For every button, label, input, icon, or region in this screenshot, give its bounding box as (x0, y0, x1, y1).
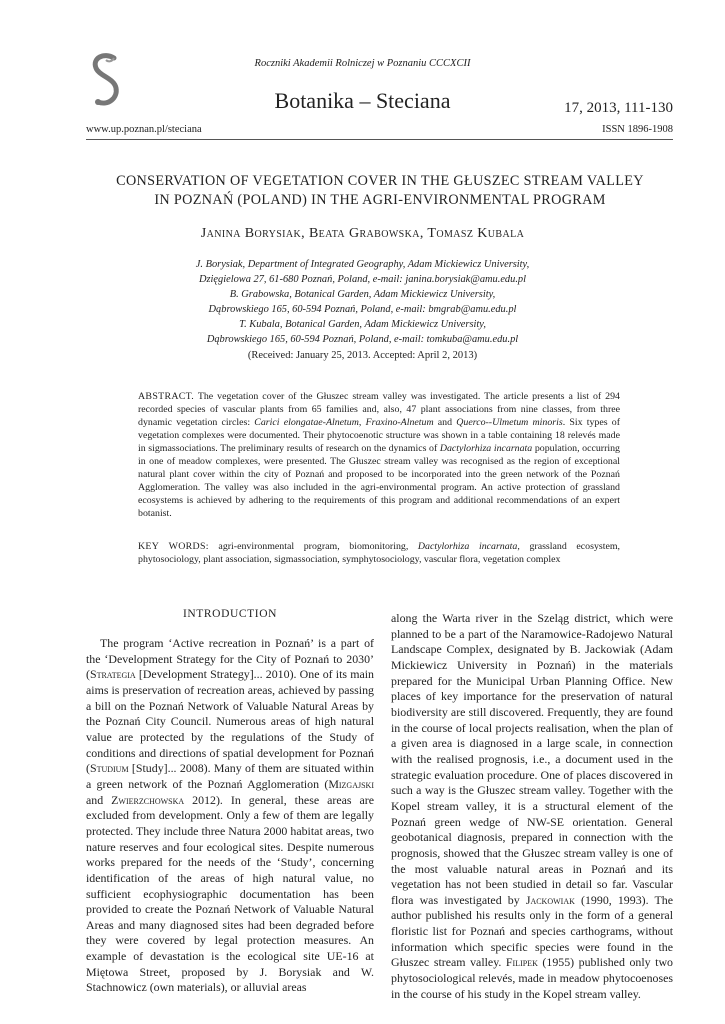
article-title (60, 172, 700, 210)
volume-pages: 17, 2013, 111-130 (564, 100, 673, 116)
citation: Jackowiak (525, 892, 575, 907)
body-text: 2012). In general, these areas are excluded from development. Only a few of them are legally protected. They include three Natura 2000 habitat areas, two nature reserves and four ecological sites. Despite numerous works prepared for the needs of the ‘Study’, concerning identification of the areas of high natural value, no sufficient ecophysiographic documentation has been provided to create the Poznań Network of Valuable Natural Areas and many diagnosed sites had been degraded before they were covered by legal protection measures. An example of devastation is the ecological site UE-16 at Miętowa Street, proposed by J. Borysiak and W. Stachnowicz (own materials), or alluvial areas (86, 792, 374, 995)
body-text: [Study]... 2008). Many of them are situated within a green network of the Poznań Agglomeration ( (86, 761, 374, 791)
abstract-species: Querco--Ulmetum minoris (456, 417, 563, 428)
keywords-text: , grassland ecosystem, phytosociology, plant association, sigmassociation, symphytosociology, vascular flora, vegetation complex (138, 541, 621, 565)
header-divider (86, 139, 673, 140)
citation: Filipek (505, 955, 538, 970)
abstract-species: Fraxino-Alnetum (365, 417, 434, 428)
affiliation-line: J. Borysiak, Department of Integrated Geography, Adam Mickiewicz University, (195, 259, 530, 270)
affiliation-line: T. Kubala, Botanical Garden, Adam Mickiewicz University, (239, 319, 486, 330)
issn: ISSN 1896-1908 (602, 124, 673, 135)
body-text: (1955) published only two phytosociological relevés, made in meadow phytocoenoses in the course of his study in the Kopel stream valley. (391, 955, 673, 1001)
journal-series: Roczniki Akademii Rolniczej w Poznaniu CCCXCII (254, 58, 471, 69)
abstract-text: , (358, 417, 366, 428)
abstract-text: The vegetation cover of the Głuszec stream valley was investigated. The article presents a list of 294 recorded species of vascular plants from 65 families and, also, 47 plant associations from nine classes, from three dynamic vegetation circles: (138, 391, 620, 428)
body-column-right (391, 611, 673, 1002)
citation: Zwierzchowska (111, 792, 185, 807)
body-text: (1990, 1993). The author published his results only in the form of a general floristic list for Poznań and species carthograms, without information which specific species were found in the Głuszec stream valley. (391, 892, 673, 970)
journal-title: Botanika – Steciana (274, 88, 451, 113)
abstract-species: Dactylorhiza incarnata (439, 443, 533, 454)
abstract-text: . Six types of vegetation complexes were documented. Their phytocoenotic structure was shown in a table containing 18 relevés made in sigmassociations. The preliminary results of research on the dynamics of (138, 417, 621, 454)
keywords-label: KEY WORDS: (138, 541, 209, 552)
abstract-text: population, occurring in one of meadow complexes, were presented. The Głuszec stream valley was recognised as the region of exceptional natural plant cover within the city of Poznań and proposed to be incorporated into the green network of the Poznań Agglomeration. The valley was also included in the agri-environmental program. An active protection of grassland ecosystems is achieved by adhering to the requirements of this program and additional recommendations of an expert botanist. (138, 443, 620, 519)
keywords-text: agri-environmental program, biomonitoring, (208, 541, 418, 552)
body-paragraph (391, 611, 673, 1002)
body-column-left (86, 636, 374, 996)
abstract-text: and (433, 417, 457, 428)
abstract-label: ABSTRACT. (138, 391, 195, 402)
citation: Mizgajski (328, 776, 374, 791)
affiliation-line: Dąbrowskiego 165, 60-594 Poznań, Poland, e-mail: tomkuba@amu.edu.pl (206, 334, 519, 345)
article-title-line-1: CONSERVATION OF VEGETATION COVER IN THE GŁUSZEC STREAM VALLEY (116, 173, 644, 189)
article-title-line-2: IN POZNAŃ (POLAND) IN THE AGRI-ENVIRONMENTAL PROGRAM (154, 192, 606, 208)
affiliation-line: B. Grabowska, Botanical Garden, Adam Mickiewicz University, (229, 289, 496, 300)
body-text: [Development Strategy]... 2010). One of its main aims is preservation of recreation areas, achieved by passing a bill on the Poznań Network of Valuable Natural Areas by the Poznań City Council. Numerous areas of high natural value are protected by the regulations of the Study of conditions and directions of spatial development for Poznań ( (86, 667, 374, 776)
body-text: and (86, 792, 112, 807)
article-authors: Janina Borysiak, Beata Grabowska, Tomasz Kubala (200, 226, 525, 241)
body-text: along the Warta river in the Szeląg district, which were planned to be a part of the Naramowice-Radojewo Natural Landscape Complex, designated by B. Jackowiak (Adam Mickiewicz University in Poznań) in the materials prepared for the Municipal Urban Planning Office. New places of key importance for the preservation of natural biodiversity are still discovered. Frequently, they are found in the course of local projects realisation, when the plan of a given area is diagnosed in a large scale, in connection with the realised prognosis, i.e., a document used in the strategic evaluation procedure. One of places discovered in such a way is the Głuszec stream valley. Together with the Kopel stream valley, it is a structural element of the Poznań green wedge of NW-SE orientation. General geobotanical diagnosis, prepared in connection with the prognosis, showed that the Głuszec stream valley is one of the most valuable natural areas in Poznań and its vegetation has not been studied in detail so far. Vascular flora was investigated by (391, 611, 673, 907)
body-paragraph (86, 636, 374, 996)
citation: Studium (89, 761, 129, 776)
keywords (138, 540, 620, 566)
author-affiliations (0, 257, 725, 347)
journal-website[interactable]: www.up.poznan.pl/steciana (86, 124, 202, 135)
affiliation-line: Dąbrowskiego 165, 60-594 Poznań, Poland, e-mail: bmgrab@amu.edu.pl (208, 304, 517, 315)
received-dates: (Received: January 25, 2013. Accepted: April 2, 2013) (247, 350, 478, 361)
citation: Strategia (89, 667, 136, 682)
body-text: The program ‘Active recreation in Poznań’ is a part of the ‘Development Strategy for the City of Poznań to 2030’ ( (86, 636, 374, 682)
affiliation-line: Dzięgielowa 27, 61-680 Poznań, Poland, e-mail: janina.borysiak@amu.edu.pl (198, 274, 527, 285)
abstract-species: Carici elongatae-Alnetum (254, 417, 359, 428)
keywords-species: Dactylorhiza incarnata (417, 541, 518, 552)
abstract (138, 390, 620, 520)
section-heading-introduction: INTRODUCTION (182, 608, 278, 620)
